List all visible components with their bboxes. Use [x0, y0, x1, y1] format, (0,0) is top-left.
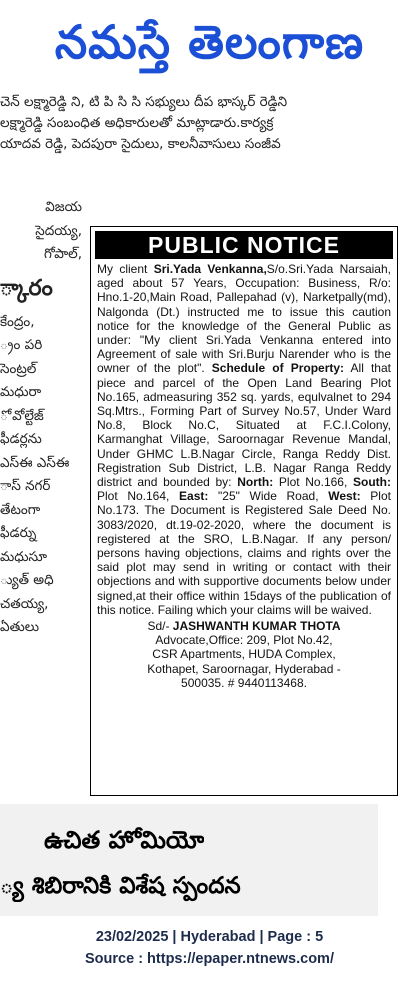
article-line: మధురా: [0, 384, 42, 400]
article-line: ్యుత్ అధి: [0, 572, 54, 588]
banner-headline-line1: ఉచిత హోమియో: [44, 826, 205, 854]
masthead-title: నమస్తే తెలంగాణ: [54, 15, 365, 69]
article-line: యాదవ రెడ్డి, పెదపురా సైదులు, కాలనీవాసులు సంజీవ: [0, 136, 281, 152]
address-line: Advocate,Office: 209, Plot No.42,: [155, 633, 333, 648]
south-label: South:: [353, 475, 391, 490]
article-line: ఫీడర్ను: [0, 525, 37, 541]
address-line: CSR Apartments, HUDA Complex,: [152, 647, 336, 662]
west-boundary: Plot No.173.: [97, 489, 391, 518]
page-footer: [0, 926, 419, 970]
article-line: ాస్ నగర్: [0, 478, 51, 494]
east-boundary: "25" Wide Road,: [208, 489, 329, 504]
article-line: గోపాల్,: [43, 246, 82, 262]
source-link[interactable]: Source : https://epaper.ntnews.com/: [85, 951, 334, 967]
headline-banner: [0, 804, 378, 916]
notice-text: My client: [97, 262, 154, 276]
address-line: Kothapet, Saroornagar, Hyderabad -: [147, 661, 341, 676]
notice-title: PUBLIC NOTICE: [95, 231, 393, 259]
notice-text: The Document is Registered Sale Deed No. 3083/2020, dt.19-02-2020, where the document is registered at the SRO, L.B.Nagar. If any person/ persons having objections, claims and rights over the said plot may send in writing or contact with their objections and with supportive documents below under signed,at their office within 15days of the publication of this notice. Failing which your claims will be waived.: [97, 503, 391, 617]
article-line: ో వోల్టేజ్: [0, 407, 44, 424]
north-label: North:: [237, 475, 274, 490]
signature-prefix: Sd/-: [147, 619, 173, 634]
west-label: West:: [328, 489, 361, 504]
signatory-line: [91, 619, 397, 633]
article-line: ఏతులు: [0, 619, 40, 635]
schedule-label: Schedule of Property:: [211, 361, 345, 376]
article-line: మధుసూ: [0, 548, 47, 565]
notice-text: S/o.Sri.Yada Narsaiah, aged about 57 Years, Occupation: Business, R/o: Hno.1-20,Main Road, Pallepahad (v), Narketpally(md), Nalgonda (Dt.) instructed me to issue this caution notice for the knowledge of the General Public as under: "My client Sri.Yada Venkanna entered into Agreement of sale with Sri.Burju Narender who is the owner of the plot".: [97, 262, 391, 376]
client-name: Sri.Yada Venkanna,: [153, 262, 267, 276]
article-line: ఫీడర్లను: [0, 431, 42, 447]
article-line: ఎస్ఈ ఎస్ఈ: [0, 454, 70, 471]
article-line: సైదయ్య,: [35, 222, 82, 239]
banner-headline-line2: ్య శిబిరానికి విశేష స్పందన: [0, 873, 241, 899]
north-boundary: Plot No.166,: [273, 475, 353, 490]
notice-text: All that piece and parcel of the Open Land Bearing Plot No.165, admeasuring 352 sq. yards, equlvalnet to 294 Sq.Mtrs., Forming Part of Survey No.57, Under Ward No.8, Block No.C, Situated at F.C.I.Colony, Karmanghat Village, Saroornagar Revenue Mandal, Under GHMC L.B.Nagar Circle, Ranga Reddy Dist. Registration Sub District, L.B. Nagar Ranga Reddy district and bounded by:: [97, 361, 391, 490]
public-notice-box: [90, 226, 398, 796]
article-line: లక్ష్మారెడ్డి సంబంధిత అధికారులతో మాట్లాడారు.కార్యక్ర: [0, 115, 274, 131]
notice-signature: [91, 619, 397, 690]
signatory-name: JASHWANTH KUMAR THOTA: [172, 619, 341, 634]
newspaper-masthead: [0, 0, 419, 84]
article-line: చెన్ లక్ష్మారెడ్డి ని, టి పి సి సి సభ్యులు దీప భాస్కర్ రెడ్డిని: [0, 94, 288, 110]
article-line: సెంట్రల్: [0, 360, 37, 377]
article-line: చతయ్య,: [0, 595, 49, 612]
east-label: East:: [179, 489, 209, 504]
south-boundary: Plot No.164,: [97, 489, 170, 504]
article-line: కేంద్రం,: [0, 313, 35, 330]
article-line: తేటంగా: [0, 501, 41, 518]
left-article-column: [0, 196, 86, 640]
article-heading: ్కారం: [0, 275, 53, 301]
article-top: [0, 92, 410, 155]
address-line: 500035. # 9440113468.: [181, 675, 307, 690]
article-line: విజయ: [45, 199, 82, 215]
dateline: 23/02/2025 | Hyderabad | Page : 5: [95, 929, 324, 945]
notice-body: [91, 259, 397, 617]
article-line: ్రం పరి: [0, 337, 43, 353]
